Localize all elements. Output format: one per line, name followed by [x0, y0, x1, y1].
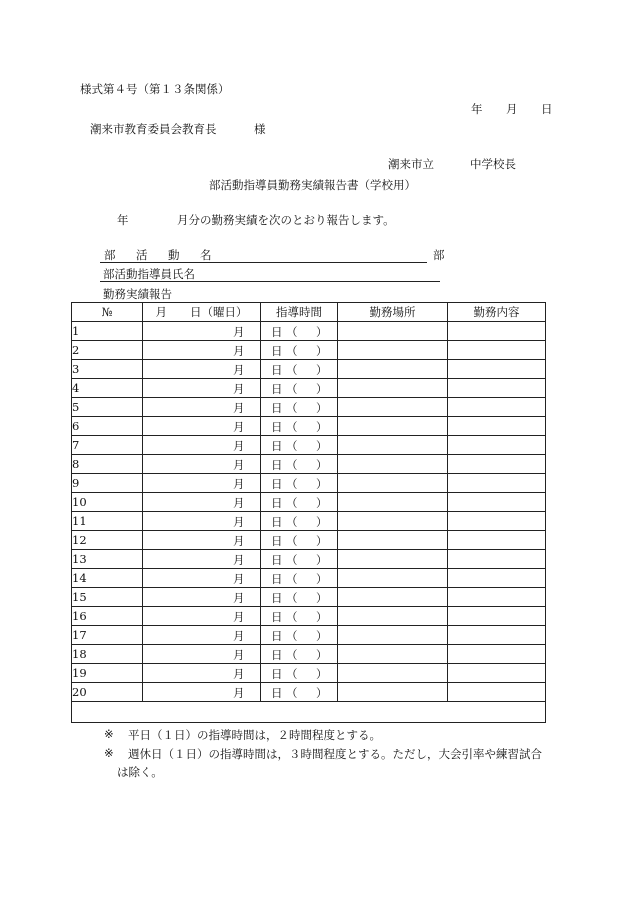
place-cell: [338, 607, 448, 626]
table-row: [72, 588, 546, 607]
content-cell: [448, 645, 546, 664]
date-open: （: [286, 686, 298, 700]
date-open: （: [286, 591, 298, 605]
place-cell: [338, 341, 448, 360]
date-close: ）: [316, 591, 328, 605]
date-month: 月: [233, 325, 245, 339]
date-close: ）: [316, 477, 328, 491]
date-close: ）: [316, 439, 328, 453]
date-cell: [143, 417, 328, 436]
addressee: 潮来市教育委員会教育長: [90, 122, 217, 136]
date-open: （: [286, 629, 298, 643]
table-row: [72, 607, 546, 626]
date-month: 月: [233, 553, 245, 567]
date-close: ）: [316, 610, 328, 624]
row-number: 8: [72, 455, 143, 474]
date-day: 日: [271, 382, 283, 396]
table-row: [72, 550, 546, 569]
place-cell: [338, 683, 448, 702]
row-number: 13: [72, 550, 143, 569]
instructor-label: 部活動指導員氏名: [103, 267, 195, 281]
content-cell: [448, 341, 546, 360]
date-month: 月: [233, 572, 245, 586]
date-cell: [143, 588, 328, 607]
table-row: [72, 417, 546, 436]
date-cell: [143, 683, 328, 702]
date-month: 月: [233, 458, 245, 472]
content-cell: [448, 360, 546, 379]
place-cell: [338, 569, 448, 588]
date-cell: [143, 360, 328, 379]
date-day: 日: [271, 667, 283, 681]
date-month: 月: [233, 534, 245, 548]
place-cell: [338, 512, 448, 531]
col-header-content: 勤務内容: [448, 303, 546, 322]
date-close: ）: [316, 553, 328, 567]
table-row: [72, 474, 546, 493]
date-month: 月: [233, 610, 245, 624]
table-row: [72, 645, 546, 664]
row-number: 17: [72, 626, 143, 645]
date-close: ）: [316, 458, 328, 472]
col-header-hours: 指導時間: [261, 303, 338, 322]
row-number: 20: [72, 683, 143, 702]
place-cell: [338, 588, 448, 607]
date-open: （: [286, 401, 298, 415]
content-cell: [448, 436, 546, 455]
table-row: [72, 436, 546, 455]
row-number: 3: [72, 360, 143, 379]
date-close: ）: [316, 344, 328, 358]
table-row: [72, 341, 546, 360]
date-close: ）: [316, 572, 328, 586]
row-number: 6: [72, 417, 143, 436]
date-day: 日: [271, 496, 283, 510]
place-cell: [338, 626, 448, 645]
blank-cell: [72, 702, 546, 723]
date-day: 日: [271, 477, 283, 491]
section-label: 勤務実績報告: [103, 287, 172, 301]
note-mark: ※: [104, 746, 114, 760]
date-day: 日: [271, 610, 283, 624]
date-cell: [143, 550, 328, 569]
row-number: 16: [72, 607, 143, 626]
date-month: 月: [233, 439, 245, 453]
date-cell: [143, 398, 328, 417]
note-mark: ※: [104, 727, 114, 741]
date-close: ）: [316, 686, 328, 700]
content-cell: [448, 398, 546, 417]
date-cell: [143, 664, 328, 683]
note-text: 平日（１日）の指導時間は，２時間程度とする。: [128, 728, 381, 742]
club-label-char: 動: [168, 248, 180, 262]
table-row: [72, 455, 546, 474]
col-header-date: 月 日（曜日）: [143, 303, 261, 322]
date-day: 日: [541, 102, 553, 116]
date-close: ）: [316, 534, 328, 548]
instructor-underline: [100, 281, 440, 282]
row-number: 11: [72, 512, 143, 531]
date-day: 日: [271, 458, 283, 472]
row-number: 18: [72, 645, 143, 664]
date-cell: [143, 569, 328, 588]
date-open: （: [286, 648, 298, 662]
date-day: 日: [271, 420, 283, 434]
place-cell: [338, 436, 448, 455]
date-open: （: [286, 610, 298, 624]
place-cell: [338, 379, 448, 398]
date-day: 日: [271, 344, 283, 358]
table-row: [72, 379, 546, 398]
place-cell: [338, 398, 448, 417]
date-close: ）: [316, 382, 328, 396]
table-row: [72, 569, 546, 588]
date-day: 日: [271, 325, 283, 339]
table-row: [72, 664, 546, 683]
row-number: 12: [72, 531, 143, 550]
content-cell: [448, 664, 546, 683]
date-year: 年: [471, 102, 483, 116]
date-close: ）: [316, 515, 328, 529]
row-number: 14: [72, 569, 143, 588]
table-blank-row: [72, 702, 546, 723]
note-text-continued: は除く。: [117, 765, 163, 779]
date-cell: [143, 455, 328, 474]
place-cell: [338, 417, 448, 436]
club-label-char: 部: [104, 248, 116, 262]
table-row: [72, 360, 546, 379]
date-cell: [143, 322, 328, 341]
note-text: 週休日（１日）の指導時間は，３時間程度とする。ただし，大会引率や練習試合: [128, 747, 542, 761]
date-open: （: [286, 382, 298, 396]
date-close: ）: [316, 363, 328, 377]
date-close: ）: [316, 496, 328, 510]
date-month: 月: [233, 363, 245, 377]
date-cell: [143, 512, 328, 531]
date-cell: [143, 607, 328, 626]
date-month: 月: [233, 686, 245, 700]
table-row: [72, 493, 546, 512]
content-cell: [448, 322, 546, 341]
row-number: 1: [72, 322, 143, 341]
row-number: 7: [72, 436, 143, 455]
club-name-underline: [100, 262, 427, 263]
table-row: [72, 626, 546, 645]
place-cell: [338, 664, 448, 683]
content-cell: [448, 626, 546, 645]
row-number: 5: [72, 398, 143, 417]
date-day: 日: [271, 401, 283, 415]
date-close: ）: [316, 420, 328, 434]
date-cell: [143, 531, 328, 550]
date-open: （: [286, 496, 298, 510]
date-open: （: [286, 667, 298, 681]
date-open: （: [286, 553, 298, 567]
date-open: （: [286, 363, 298, 377]
content-cell: [448, 455, 546, 474]
date-month: 月: [233, 401, 245, 415]
row-number: 2: [72, 341, 143, 360]
table-row: [72, 512, 546, 531]
content-cell: [448, 493, 546, 512]
row-number: 10: [72, 493, 143, 512]
date-close: ）: [316, 629, 328, 643]
date-open: （: [286, 572, 298, 586]
row-number: 19: [72, 664, 143, 683]
school-prefix: 潮来市立: [388, 157, 434, 171]
content-cell: [448, 569, 546, 588]
date-open: （: [286, 420, 298, 434]
date-day: 日: [271, 439, 283, 453]
date-cell: [143, 645, 328, 664]
school-suffix: 中学校長: [470, 157, 516, 171]
date-month: 月: [506, 102, 518, 116]
table-header-row: [72, 303, 546, 322]
work-record-table: [71, 302, 546, 723]
date-open: （: [286, 515, 298, 529]
date-month: 月: [233, 496, 245, 510]
date-cell: [143, 379, 328, 398]
date-open: （: [286, 477, 298, 491]
date-month: 月: [233, 667, 245, 681]
form-number: 様式第４号（第１３条関係）: [80, 82, 230, 96]
date-open: （: [286, 344, 298, 358]
table-row: [72, 398, 546, 417]
place-cell: [338, 360, 448, 379]
date-month: 月: [233, 591, 245, 605]
content-cell: [448, 683, 546, 702]
date-day: 日: [271, 629, 283, 643]
date-cell: [143, 626, 328, 645]
date-open: （: [286, 325, 298, 339]
date-close: ）: [316, 401, 328, 415]
place-cell: [338, 455, 448, 474]
date-month: 月: [233, 344, 245, 358]
date-open: （: [286, 458, 298, 472]
place-cell: [338, 645, 448, 664]
date-cell: [143, 436, 328, 455]
date-close: ）: [316, 667, 328, 681]
date-month: 月: [233, 648, 245, 662]
date-cell: [143, 493, 328, 512]
content-cell: [448, 588, 546, 607]
content-cell: [448, 474, 546, 493]
table-row: [72, 531, 546, 550]
club-label-char: 名: [200, 248, 212, 262]
content-cell: [448, 512, 546, 531]
date-cell: [143, 341, 328, 360]
addressee-honorific: 様: [254, 122, 266, 136]
date-open: （: [286, 534, 298, 548]
place-cell: [338, 322, 448, 341]
col-header-place: 勤務場所: [338, 303, 448, 322]
col-header-no: №: [72, 303, 143, 322]
club-suffix: 部: [433, 248, 445, 262]
date-month: 月: [233, 515, 245, 529]
date-day: 日: [271, 363, 283, 377]
date-day: 日: [271, 572, 283, 586]
date-day: 日: [271, 515, 283, 529]
date-cell: [143, 474, 328, 493]
content-cell: [448, 379, 546, 398]
date-day: 日: [271, 553, 283, 567]
place-cell: [338, 493, 448, 512]
date-day: 日: [271, 648, 283, 662]
date-month: 月: [233, 477, 245, 491]
row-number: 4: [72, 379, 143, 398]
date-open: （: [286, 439, 298, 453]
date-month: 月: [233, 629, 245, 643]
date-day: 日: [271, 534, 283, 548]
row-number: 9: [72, 474, 143, 493]
row-number: 15: [72, 588, 143, 607]
place-cell: [338, 550, 448, 569]
content-cell: [448, 417, 546, 436]
date-close: ）: [316, 325, 328, 339]
club-label-char: 活: [136, 248, 148, 262]
place-cell: [338, 531, 448, 550]
date-month: 月: [233, 382, 245, 396]
page-title: 部活動指導員勤務実績報告書（学校用）: [209, 178, 416, 192]
content-cell: [448, 607, 546, 626]
table-row: [72, 683, 546, 702]
place-cell: [338, 474, 448, 493]
date-day: 日: [271, 591, 283, 605]
date-close: ）: [316, 648, 328, 662]
date-month: 月: [233, 420, 245, 434]
table-row: [72, 322, 546, 341]
content-cell: [448, 531, 546, 550]
intro-sentence: 月分の勤務実績を次のとおり報告します。: [177, 213, 395, 227]
content-cell: [448, 550, 546, 569]
date-day: 日: [271, 686, 283, 700]
intro-year: 年: [117, 213, 129, 227]
